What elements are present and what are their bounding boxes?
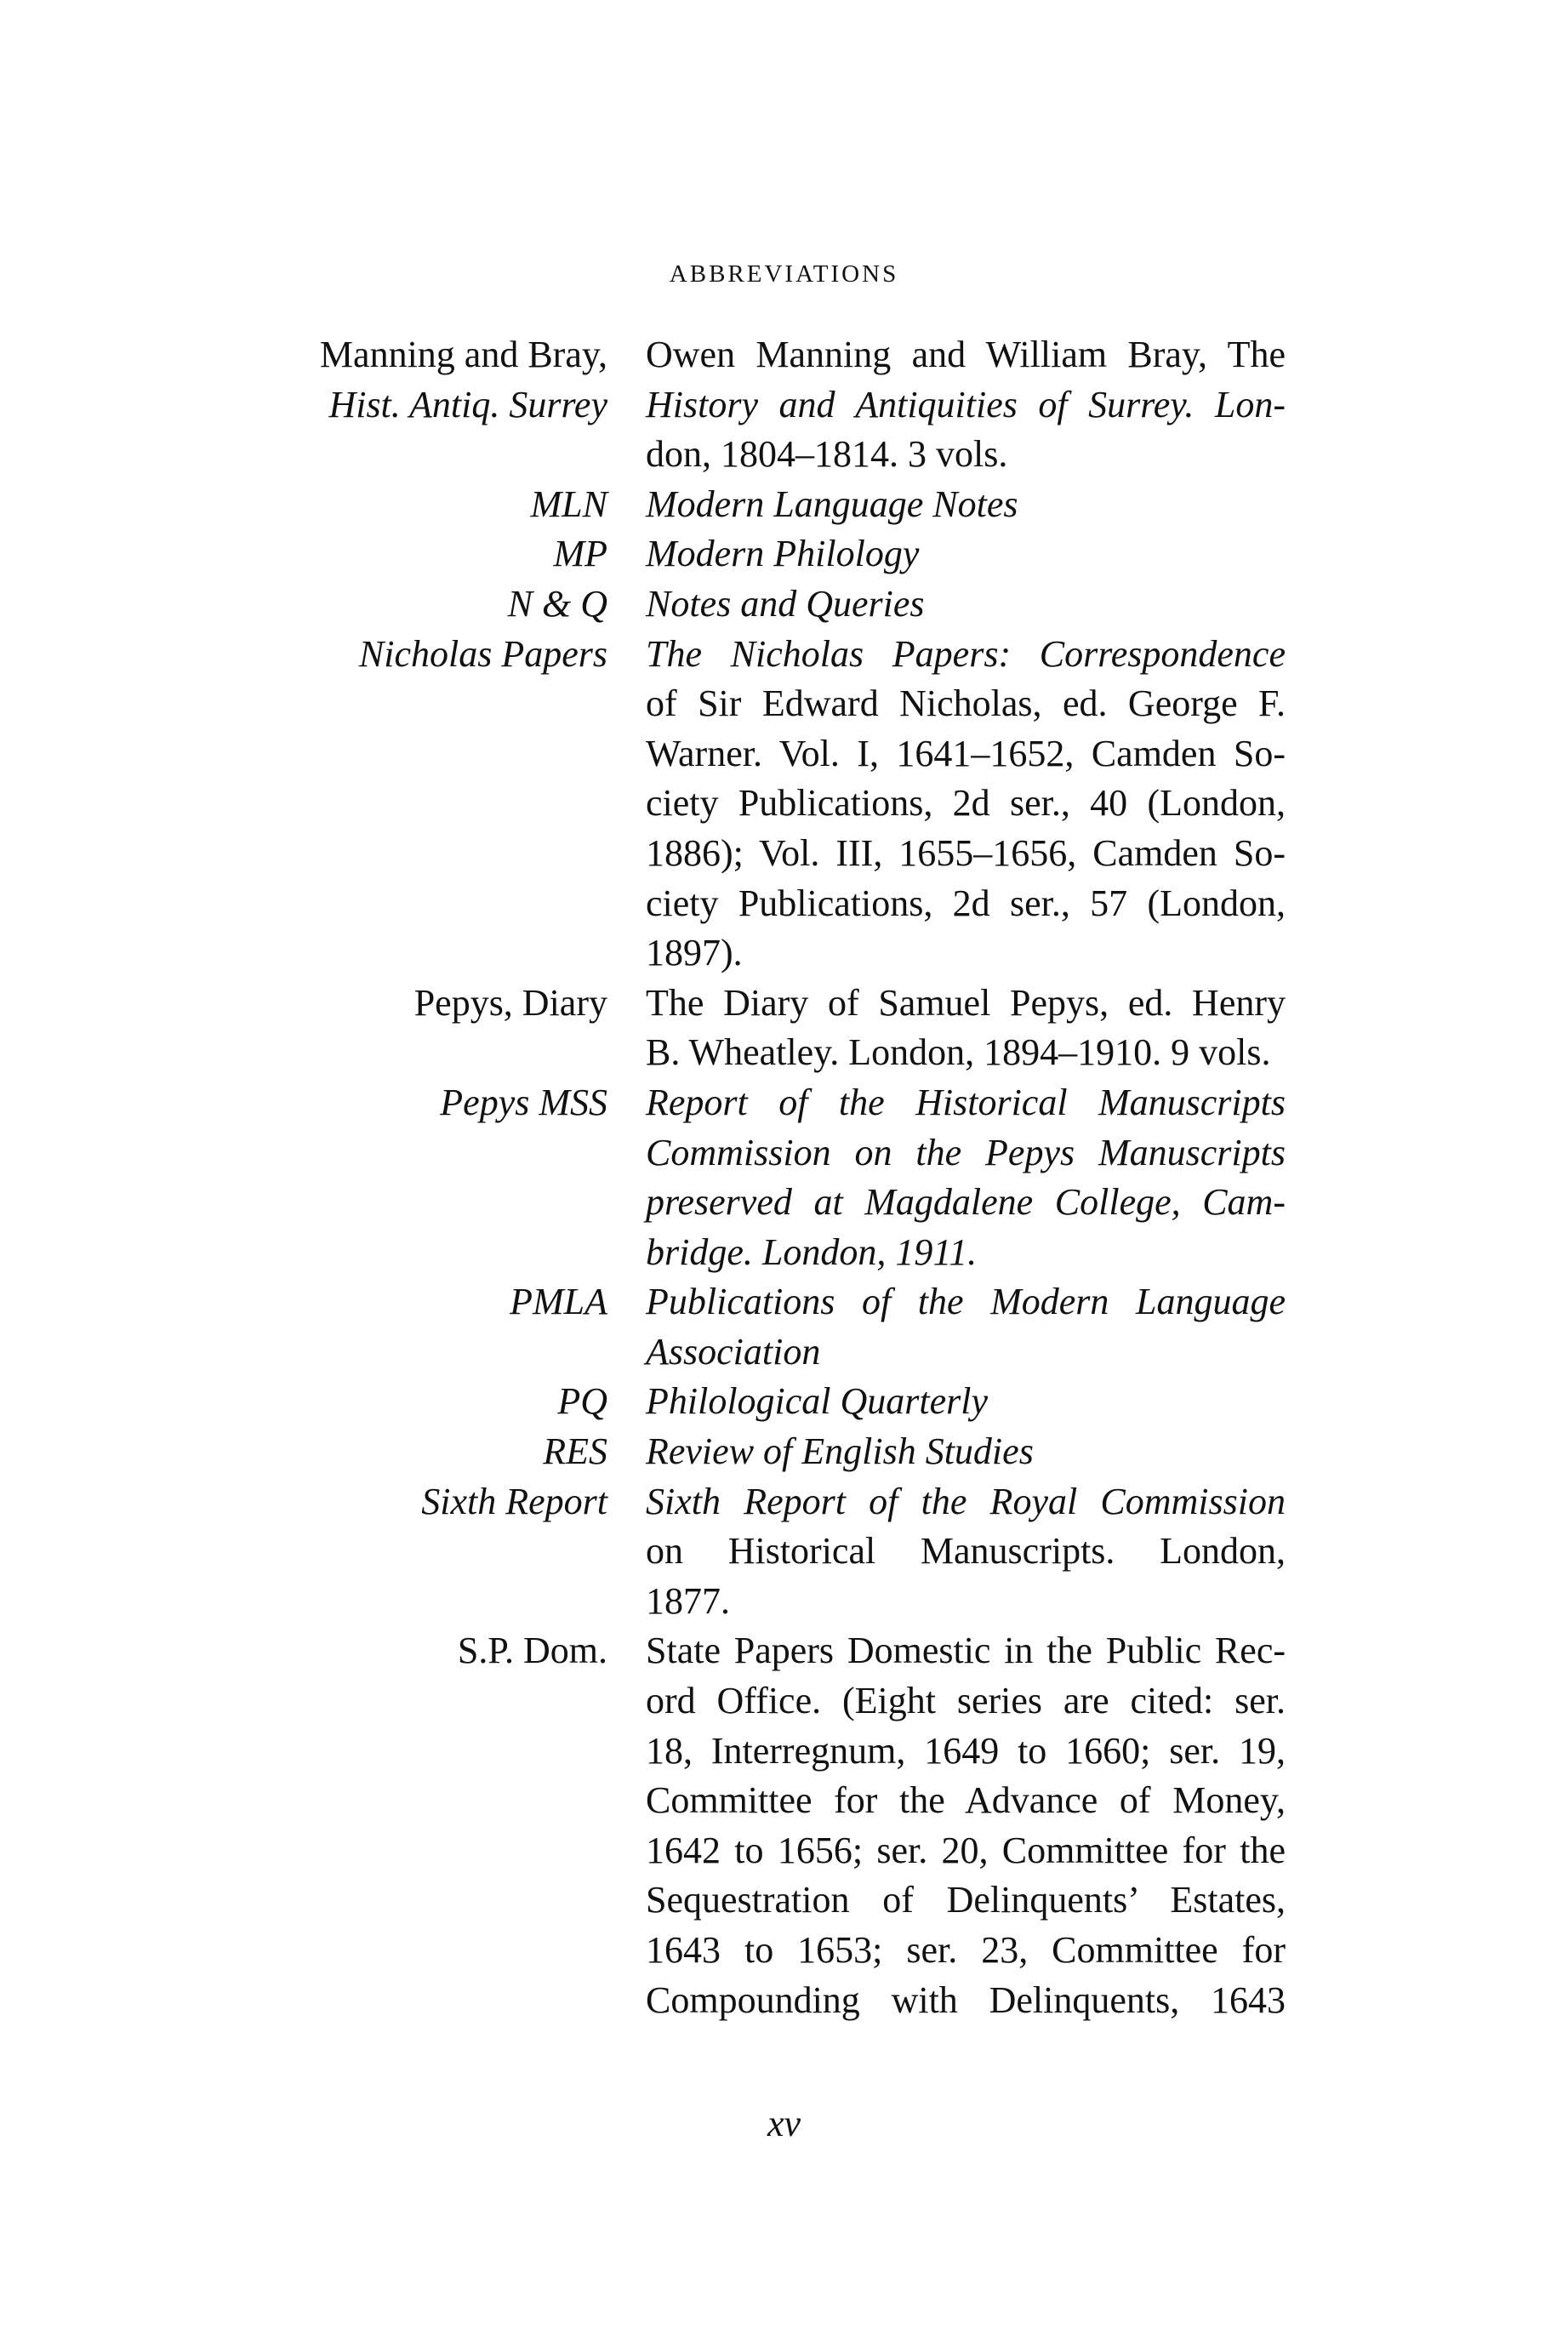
abbreviation-definition [646,480,1286,530]
abbreviation-definition [646,979,1286,1078]
abbreviation-definition [646,1277,1286,1377]
abbreviation-term-line: Pepys MSS [440,1081,607,1123]
abbreviation-entry [0,480,1568,530]
definition-line: Warner. Vol. I, 1641–1652, Camden So- [646,732,1286,774]
abbreviation-definition [646,630,1286,979]
abbreviation-term-line: Hist. Antiq. Surrey [328,383,607,425]
definition-line: The Nicholas Papers: Correspondence [646,632,1286,675]
abbreviations-list [0,330,1568,2025]
definition-line: Association [646,1330,821,1373]
definition-line: 1643 to 1653; ser. 23, Committee for [646,1929,1286,1971]
definition-line: Modern Language Notes [646,482,1018,525]
abbreviation-term-line: PMLA [510,1281,607,1323]
definition-line: B. Wheatley. London, 1894–1910. 9 vols. [646,1031,1271,1074]
definition-line: preserved at Magdalene College, Cam- [646,1181,1286,1224]
abbreviation-term-line: RES [543,1430,607,1473]
definition-line: Report of the Historical Manuscripts [646,1081,1286,1123]
definition-line: on Historical Manuscripts. London, [646,1530,1286,1573]
definition-line: Owen Manning and William Bray, The [646,334,1286,375]
abbreviation-term-line: MLN [530,482,607,525]
definition-line: Notes and Queries [646,582,925,625]
page-number: xv [767,2103,801,2144]
abbreviation-term [0,1277,646,1377]
abbreviation-definition [646,1427,1286,1477]
abbreviation-entry [0,1277,1568,1377]
abbreviation-definition [646,330,1286,480]
abbreviation-definition [646,1626,1286,2025]
abbreviation-term [0,1626,646,2025]
definition-line: ciety Publications, 2d ser., 40 (London, [646,782,1286,825]
definition-line: Philological Quarterly [646,1380,989,1423]
abbreviation-definition [646,529,1286,579]
abbreviation-entry [0,1377,1568,1427]
abbreviation-term-line: MP [553,533,607,575]
definition-line: State Papers Domestic in the Public Rec- [646,1630,1286,1672]
definition-line: 1886); Vol. III, 1655–1656, Camden So- [646,831,1286,874]
abbreviation-entry [0,579,1568,630]
abbreviation-entry [0,1477,1568,1627]
definition-line: of Sir Edward Nicholas, ed. George F. [646,682,1286,725]
definition-line: 1897). [646,932,743,974]
abbreviation-term-line: Nicholas Papers [358,632,607,675]
abbreviation-term [0,1477,646,1627]
abbreviation-term [0,1377,646,1427]
abbreviation-term-line: S.P. Dom. [457,1630,607,1672]
abbreviation-term-line: Sixth Report [421,1480,607,1522]
definition-line: Publications of the Modern Language [646,1281,1286,1323]
definition-line: ord Office. (Eight series are cited: ser. [646,1680,1286,1722]
abbreviation-term [0,630,646,979]
running-head: ABBREVIATIONS [669,260,899,288]
abbreviation-term [0,979,646,1078]
abbreviation-term [0,480,646,530]
definition-line: 1642 to 1656; ser. 20, Committee for the [646,1829,1286,1871]
definition-line: Review of English Studies [646,1430,1034,1473]
abbreviation-definition [646,579,1286,630]
abbreviation-term [0,1427,646,1477]
definition-line: History and Antiquities of Surrey. Lon- [646,383,1286,425]
abbreviation-term-line: Pepys, Diary [413,981,607,1024]
abbreviation-term-line: Manning and Bray, [319,334,607,375]
definition-line: Compounding with Delinquents, 1643 [646,1978,1286,2021]
definition-line: Sixth Report of the Royal Commission [646,1480,1286,1522]
abbreviation-entry [0,1078,1568,1277]
definition-line: Sequestration of Delinquents’ Estates, [646,1879,1286,1921]
definition-line: don, 1804–1814. 3 vols. [646,433,1008,476]
definition-line: ciety Publications, 2d ser., 57 (London, [646,882,1286,924]
definition-line: bridge. London, 1911. [646,1230,978,1273]
abbreviation-term-line: N & Q [507,582,607,625]
abbreviation-term [0,330,646,480]
abbreviation-term [0,1078,646,1277]
abbreviation-definition [646,1078,1286,1277]
abbreviation-entry [0,529,1568,579]
abbreviation-definition [646,1477,1286,1627]
abbreviation-term [0,579,646,630]
abbreviation-entry [0,1626,1568,2025]
abbreviation-entry [0,630,1568,979]
definition-line: Modern Philology [646,533,920,575]
abbreviation-term-line: PQ [557,1380,607,1423]
abbreviation-term [0,529,646,579]
abbreviation-definition [646,1377,1286,1427]
abbreviation-entry [0,330,1568,480]
definition-line: 18, Interregnum, 1649 to 1660; ser. 19, [646,1729,1286,1772]
definition-line: Committee for the Advance of Money, [646,1779,1286,1822]
definition-line: 1877. [646,1579,730,1622]
definition-line: Commission on the Pepys Manuscripts [646,1131,1286,1173]
abbreviation-entry [0,1427,1568,1477]
abbreviation-entry [0,979,1568,1078]
definition-line: The Diary of Samuel Pepys, ed. Henry [646,981,1286,1024]
